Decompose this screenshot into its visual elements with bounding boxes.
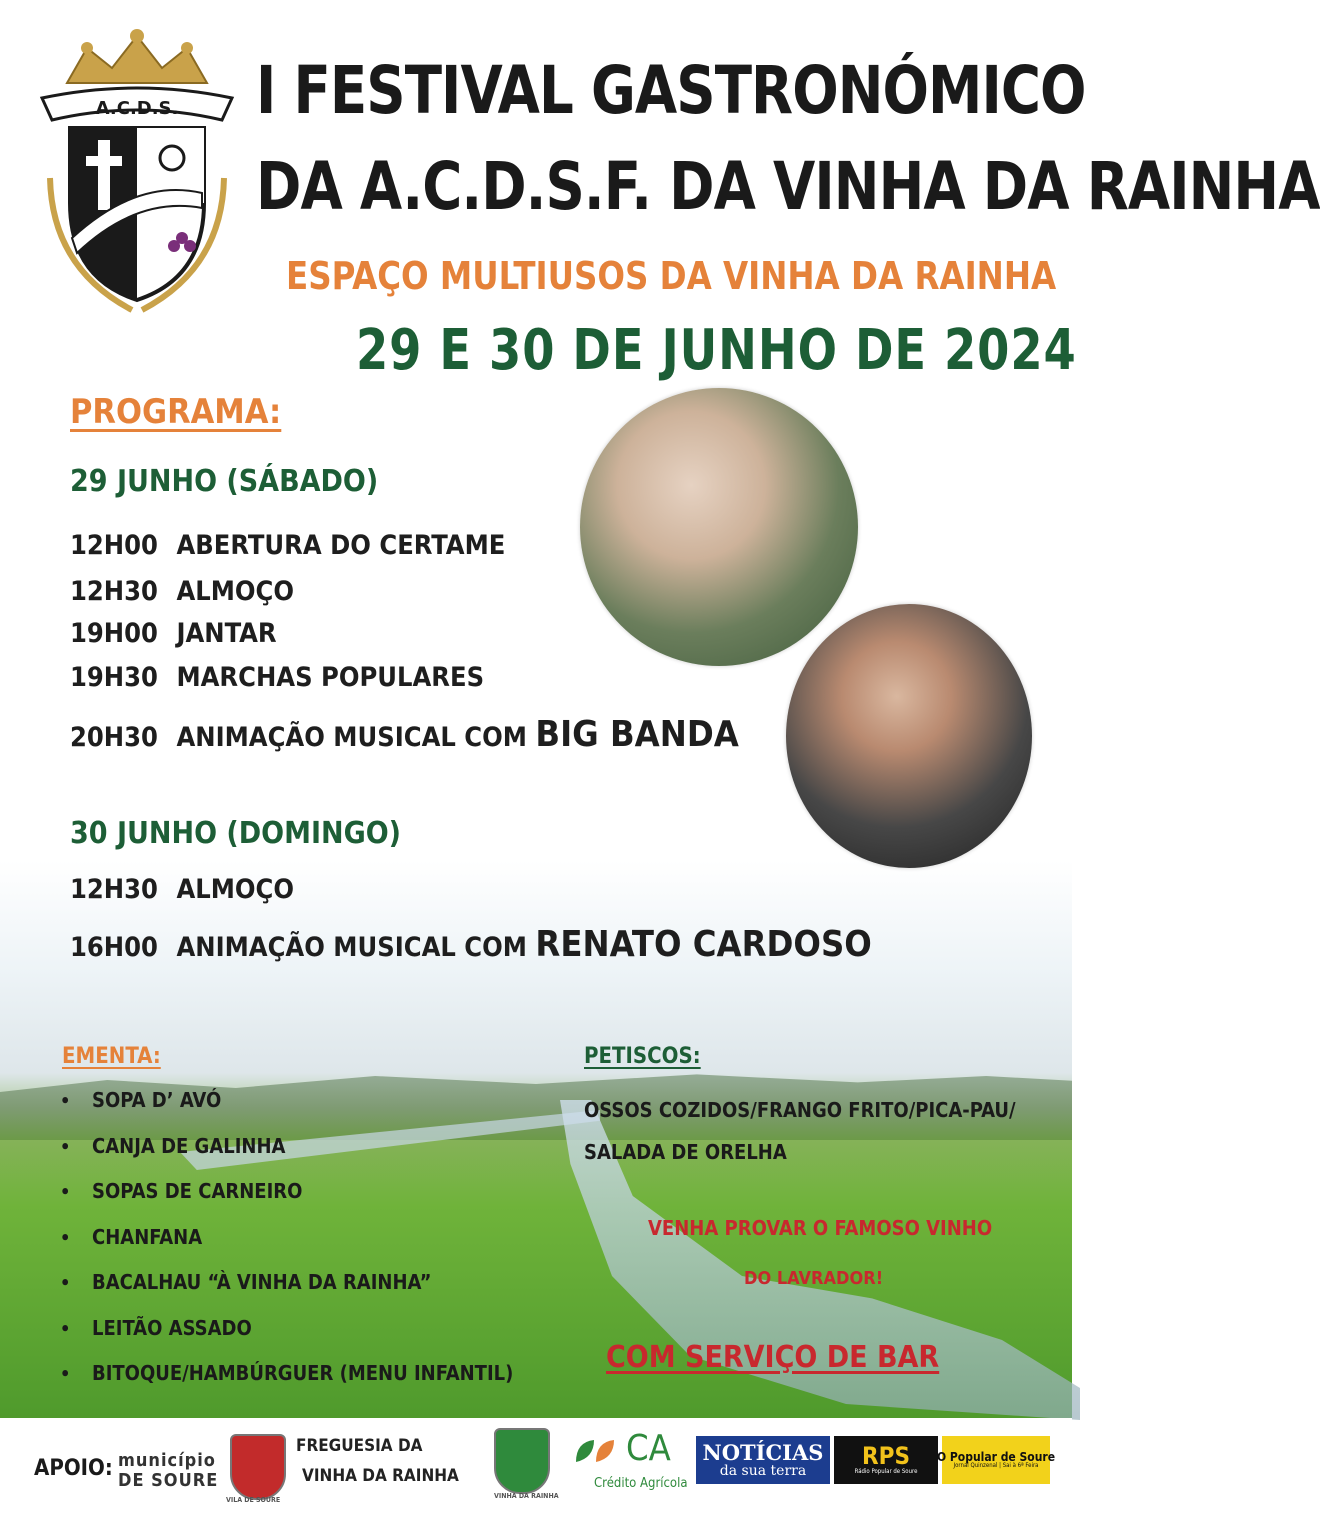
- schedule-text: ANIMAÇÃO MUSICAL COM: [176, 932, 527, 963]
- noticias-da-sua-terra-logo: NOTÍCIAS da sua terra: [696, 1436, 830, 1484]
- petiscos-line1: OSSOS COZIDOS/FRANGO FRITO/PICA-PAU/: [584, 1098, 1016, 1122]
- rps-radio-logo: RPS Rádio Popular de Soure: [834, 1436, 938, 1484]
- schedule-text: ABERTURA DO CERTAME: [176, 530, 506, 561]
- schedule-text: JANTAR: [176, 618, 277, 649]
- schedule-time: 19H00: [70, 618, 158, 649]
- schedule-row: [70, 874, 294, 905]
- list-item: • BACALHAU “À VINHA DA RAINHA”: [60, 1270, 432, 1294]
- schedule-text: ALMOÇO: [176, 576, 295, 607]
- ementa-list: [60, 1088, 513, 1407]
- freguesia-label-line1: FREGUESIA DA: [296, 1436, 423, 1456]
- schedule-row: [70, 714, 739, 755]
- municipio-soure-logo-line2: DE SOURE: [118, 1470, 219, 1491]
- event-dates: 29 E 30 DE JUNHO DE 2024: [356, 318, 1077, 383]
- apoio-label: APOIO:: [34, 1456, 113, 1481]
- list-item: • SOPA D’ AVÓ: [60, 1088, 222, 1112]
- list-item: • CHANFANA: [60, 1224, 203, 1249]
- schedule-time: 12H30: [70, 874, 158, 905]
- vinha-rainha-crest-caption: VINHA DA RAINHA: [494, 1492, 559, 1500]
- schedule-time: 19H30: [70, 662, 158, 693]
- list-item: • CANJA DE GALINHA: [60, 1133, 286, 1158]
- soure-crest-caption: VILA DE SOURE: [226, 1496, 281, 1504]
- schedule-time: 12H00: [70, 530, 158, 561]
- festival-title-line2: DA A.C.D.S.F. DA VINHA DA RAINHA: [256, 148, 1320, 225]
- ementa-heading: EMENTA:: [62, 1044, 161, 1069]
- schedule-row: [70, 576, 294, 607]
- municipio-soure-logo: município: [118, 1450, 216, 1471]
- credito-agricola-leaf-icon: [574, 1436, 616, 1464]
- schedule-time: 16H00: [70, 932, 158, 963]
- festival-title-line1: I FESTIVAL GASTRONÓMICO: [256, 52, 1086, 129]
- renato-cardoso-photo: [786, 604, 1032, 868]
- credito-agricola-name: Crédito Agrícola: [594, 1476, 688, 1491]
- venue: ESPAÇO MULTIUSOS DA VINHA DA RAINHA: [286, 254, 1057, 298]
- performer-name: RENATO CARDOSO: [535, 924, 872, 965]
- credito-agricola-mark: CA: [626, 1428, 671, 1469]
- schedule-row: [70, 530, 505, 561]
- schedule-row: [70, 924, 872, 965]
- o-popular-de-soure-logo: O Popular de Soure Jornal Quinzenal | Sai à 6ª Feira: [942, 1436, 1050, 1484]
- petiscos-line2: SALADA DE ORELHA: [584, 1140, 787, 1164]
- schedule-text: ALMOÇO: [176, 874, 295, 905]
- performer-name: BIG BANDA: [535, 714, 739, 755]
- acdsf-crest-logo: [32, 28, 242, 318]
- list-item: • SOPAS DE CARNEIRO: [60, 1179, 303, 1203]
- freguesia-label-line2: VINHA DA RAINHA: [302, 1466, 459, 1486]
- schedule-time: 20H30: [70, 722, 158, 753]
- list-item: • LEITÃO ASSADO: [60, 1315, 252, 1340]
- schedule-text: ANIMAÇÃO MUSICAL COM: [176, 722, 527, 753]
- vinha-rainha-crest-icon: [494, 1428, 550, 1494]
- petiscos-heading: PETISCOS:: [584, 1044, 701, 1069]
- schedule-text: MARCHAS POPULARES: [176, 662, 485, 693]
- bar-service: COM SERVIÇO DE BAR: [606, 1340, 940, 1375]
- vinho-promo-line2: DO LAVRADOR!: [744, 1268, 884, 1289]
- big-banda-photo: [580, 388, 858, 666]
- day2-heading: 30 JUNHO (DOMINGO): [70, 816, 401, 851]
- day1-heading: 29 JUNHO (SÁBADO): [70, 464, 379, 499]
- list-item: • BITOQUE/HAMBÚRGUER (MENU INFANTIL): [60, 1361, 514, 1385]
- schedule-row: [70, 662, 484, 693]
- soure-crest-icon: [230, 1434, 286, 1500]
- schedule-time: 12H30: [70, 576, 158, 607]
- vinho-promo-line1: VENHA PROVAR O FAMOSO VINHO: [648, 1216, 993, 1240]
- programa-heading: PROGRAMA:: [70, 392, 282, 432]
- schedule-row: [70, 618, 277, 649]
- logo-text: A.C.D.S.: [95, 98, 179, 119]
